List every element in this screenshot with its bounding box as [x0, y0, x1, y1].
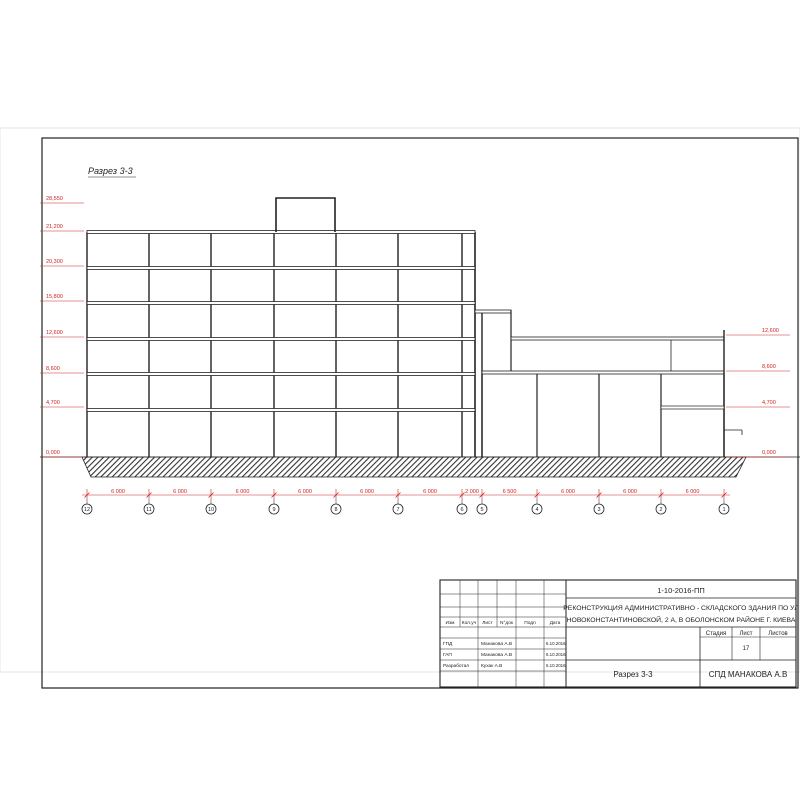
project-title-line2: НОВОКОНСТАНТИНОВСКОЙ, 2 А, В ОБОЛОНСКОМ РАЙОНЕ Г. КИЕВА — [566, 617, 796, 624]
axis-label: 9 — [272, 507, 276, 513]
level-mark: 12,600 — [762, 328, 779, 334]
floor-slab — [87, 302, 475, 305]
floor-slab — [87, 231, 475, 234]
roof-structure — [276, 198, 335, 232]
ground-hatch — [82, 457, 746, 477]
axis-markers — [82, 499, 729, 514]
column-header: Подп — [524, 621, 536, 626]
floor-slab — [87, 267, 475, 270]
axis-label: 11 — [146, 507, 152, 513]
mezzanine-slab — [661, 406, 724, 409]
level-mark: 15,800 — [46, 294, 63, 300]
axis-label: 1 — [722, 507, 726, 513]
role-date: 6.10.2016 — [546, 641, 566, 646]
role-date: 6.10.2016 — [546, 663, 566, 668]
floor-slab — [87, 409, 475, 412]
level-mark: 8,600 — [762, 364, 776, 370]
project-code: 1-10-2016-ПП — [657, 586, 705, 595]
span-dimension: 6 000 — [360, 489, 374, 495]
level-marks — [40, 196, 790, 457]
span-dimension: 6 000 — [111, 489, 125, 495]
level-mark: 20,300 — [46, 259, 63, 265]
column-header: Лист — [482, 621, 493, 626]
sheet-title: Разрез 3-3 — [613, 670, 653, 679]
column-header: Изм — [445, 621, 455, 626]
span-dimension: 6 500 — [502, 489, 517, 495]
axis-label: 7 — [396, 507, 400, 513]
span-dimension: 6 000 — [623, 489, 637, 495]
project-title-line1: РЕКОНСТРУКЦИЯ АДМИНИСТРАТИВНО - СКЛАДСКОГО ЗДАНИЯ ПО УЛ — [563, 605, 799, 612]
span-dimension: 6 000 — [685, 489, 700, 495]
level-mark: 0,000 — [762, 450, 776, 456]
level-mark: 21,200 — [46, 224, 63, 230]
role-label: Разработал — [443, 664, 470, 669]
span-dimension: 6 000 — [235, 489, 250, 495]
role-name: Кухак А.В — [481, 664, 503, 669]
title-block-table — [443, 620, 566, 669]
sheet-header: Лист — [739, 631, 753, 637]
axis-label: 5 — [480, 507, 484, 513]
column-header: N°док — [500, 621, 513, 626]
role-label: ГПД — [443, 642, 453, 647]
column-header: Дата — [549, 621, 561, 626]
connector-slab — [475, 310, 511, 313]
company-name: СПД МАНАКОВА А.В — [708, 670, 788, 679]
floor-slab — [87, 373, 475, 376]
level-mark: 28,550 — [46, 196, 63, 202]
span-dimension: 6 000 — [561, 489, 575, 495]
axis-label: 3 — [597, 507, 601, 513]
role-name: Манакова А.В — [481, 653, 513, 658]
axis-label: 10 — [207, 507, 215, 513]
right-roof-slab — [511, 337, 724, 340]
span-dimension: 6 000 — [173, 489, 187, 495]
role-name: Манакова А.В — [481, 642, 513, 647]
level-mark: 12,600 — [46, 330, 63, 336]
span-dimension: 2 000 — [465, 489, 479, 495]
building-section — [40, 198, 800, 477]
right-floor-slab — [482, 371, 724, 374]
stage-header: Стадия — [705, 631, 727, 637]
axis-label: 8 — [334, 507, 338, 513]
axis-label: 12 — [83, 507, 91, 513]
section-title: Разрез 3-3 — [88, 166, 133, 176]
level-mark: 0,000 — [46, 450, 60, 456]
column-header: Кол.уч — [461, 621, 477, 626]
role-date: 6.10.2016 — [546, 652, 566, 657]
axis-label: 4 — [535, 507, 539, 513]
span-dimension: 6 000 — [298, 489, 312, 495]
sheets-header: Листов — [768, 631, 788, 637]
axis-label: 2 — [659, 507, 663, 513]
level-mark: 4,700 — [46, 400, 60, 406]
span-dimension: 6 000 — [423, 489, 437, 495]
floor-slab — [87, 338, 475, 341]
sheet-number: 17 — [742, 646, 750, 652]
axis-label: 6 — [460, 507, 464, 513]
dimension-line — [82, 489, 730, 499]
level-mark: 4,700 — [762, 400, 776, 406]
role-label: ГАП — [443, 653, 452, 658]
level-mark: 8,600 — [46, 366, 60, 372]
